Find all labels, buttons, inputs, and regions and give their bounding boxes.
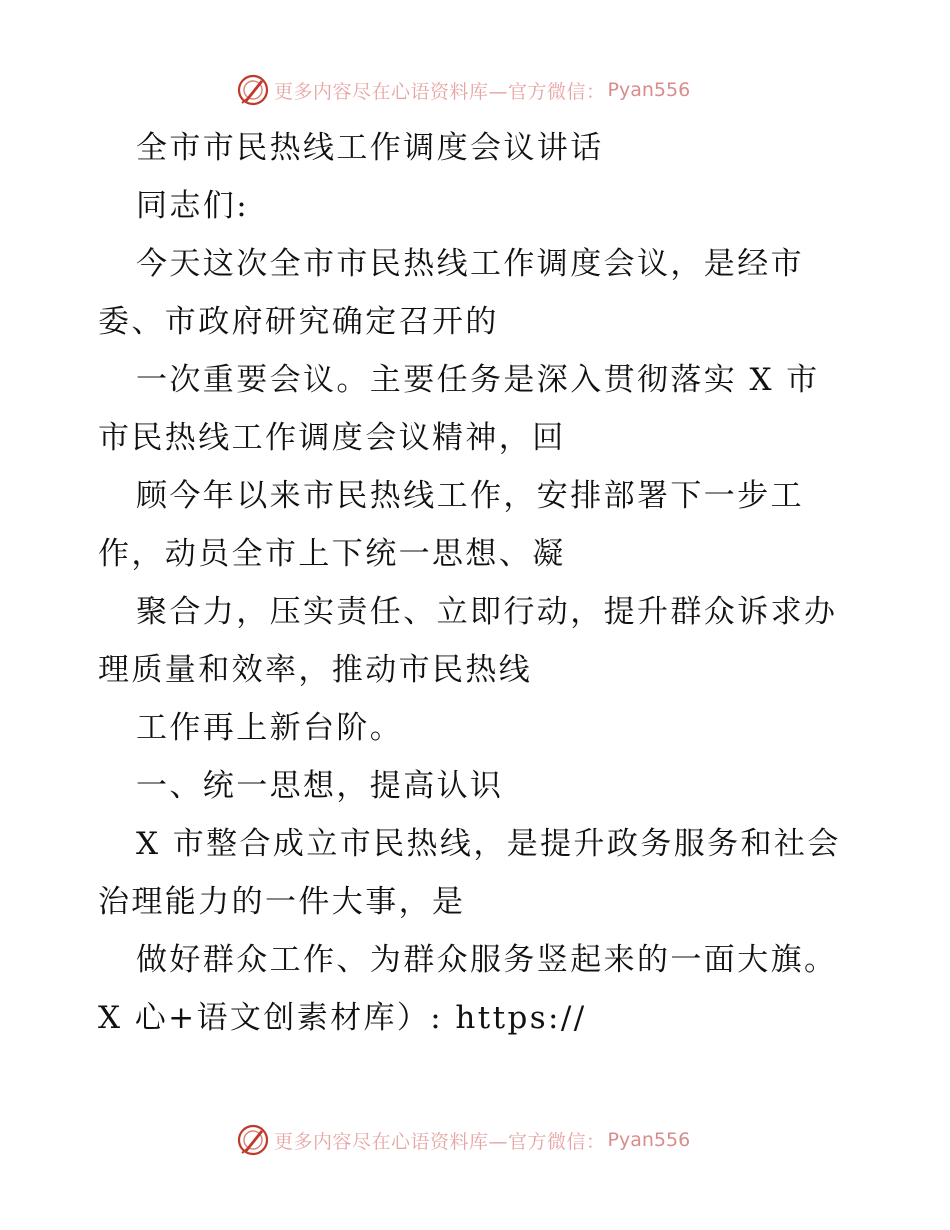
- paragraph-line: 市民热线工作调度会议精神，回: [98, 420, 566, 456]
- watermark-footer: [236, 1122, 690, 1158]
- watermark-wechat-id: Pyan556: [607, 79, 691, 101]
- paragraph-line: 今天这次全市市民热线工作调度会议，是经市: [136, 246, 804, 282]
- paragraph-line: 委、市政府研究确定召开的: [98, 304, 499, 340]
- watermark-wechat-id: Pyan556: [607, 1129, 691, 1151]
- paragraph-line: 工作再上新台阶。: [136, 710, 404, 746]
- watermark-text: 更多内容尽在心语资料库—官方微信：: [274, 1130, 606, 1153]
- paragraph-line: X 市整合成立市民热线，是提升政务服务和社会: [136, 826, 841, 862]
- paragraph-line: 一次重要会议。主要任务是深入贯彻落实 X 市: [136, 362, 820, 398]
- document-title: 全市市民热线工作调度会议讲话: [136, 130, 604, 166]
- paragraph-line: X 心+语文创素材库）: https://: [98, 1000, 587, 1036]
- section-heading: 一、统一思想，提高认识: [136, 768, 504, 804]
- paragraph-line: 顾今年以来市民热线工作，安排部署下一步工: [136, 478, 804, 514]
- watermark-text: 更多内容尽在心语资料库—官方微信：: [274, 80, 606, 103]
- paragraph-line: 理质量和效率，推动市民热线: [98, 652, 533, 688]
- paragraph-line: 作，动员全市上下统一思想、凝: [98, 536, 566, 572]
- salutation: 同志们:: [136, 188, 250, 224]
- quill-logo-icon: [236, 73, 270, 107]
- quill-logo-icon: [236, 1123, 270, 1157]
- watermark-header: [236, 72, 690, 108]
- paragraph-line: 聚合力，压实责任、立即行动，提升群众诉求办: [136, 594, 838, 630]
- paragraph-line: 治理能力的一件大事，是: [98, 884, 466, 920]
- paragraph-line: 做好群众工作、为群众服务竖起来的一面大旗。: [136, 942, 838, 978]
